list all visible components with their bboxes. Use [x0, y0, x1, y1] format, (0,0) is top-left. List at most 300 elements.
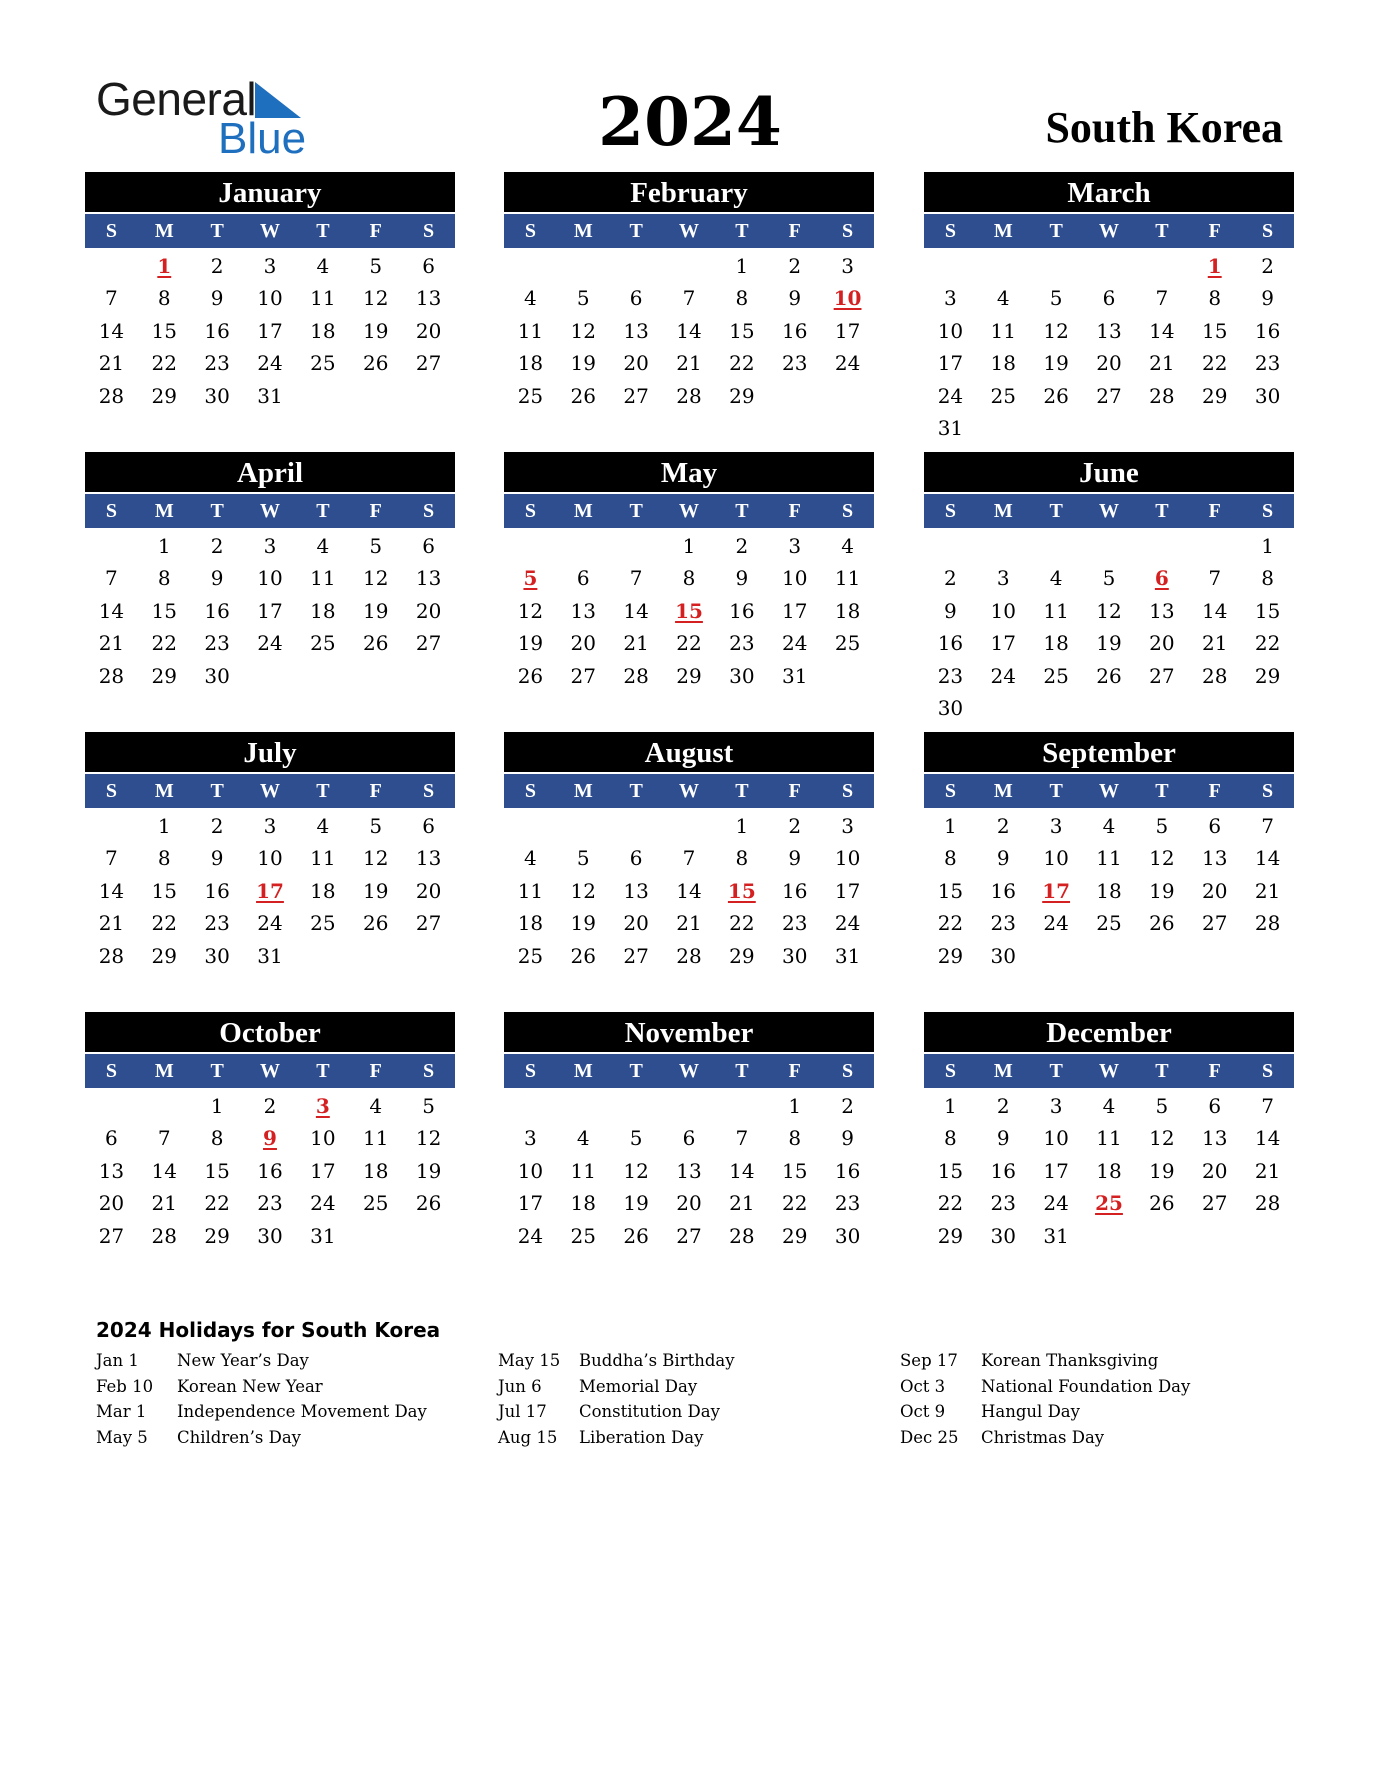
month-name: March [924, 172, 1294, 212]
weekday-label: S [1262, 780, 1274, 802]
day-cell: 23 [257, 1191, 283, 1216]
day-cell: 7 [629, 566, 643, 591]
empty-cell [85, 809, 138, 841]
day-cell: 25 [570, 1223, 596, 1248]
day-cell: 24 [1043, 911, 1069, 936]
holiday-day-cell: 1 [1207, 254, 1222, 278]
day-cell: 6 [1208, 1094, 1222, 1118]
weekday-label: S [842, 220, 854, 242]
day-cell: 22 [781, 1191, 808, 1216]
day-cell: 7 [682, 846, 696, 871]
day-cell: 1 [157, 814, 171, 838]
day-cell: 8 [788, 1126, 802, 1151]
day-cell: 7 [1261, 1094, 1274, 1118]
empty-cell [610, 529, 663, 561]
weekday-label: T [210, 1060, 224, 1082]
empty-cell [663, 809, 716, 841]
day-cell: 12 [1149, 1126, 1175, 1151]
day-cell: 29 [729, 943, 755, 968]
weekday-label: T [629, 220, 643, 242]
day-cell: 8 [157, 566, 171, 591]
day-cell: 10 [1043, 846, 1069, 871]
day-cell: 19 [362, 878, 389, 903]
day-cell: 21 [98, 631, 125, 656]
day-cell: 13 [570, 598, 596, 623]
day-cell: 10 [257, 286, 283, 311]
day-cell: 27 [623, 383, 649, 408]
weekday-label: S [944, 500, 956, 522]
holiday-row [900, 1399, 1300, 1425]
weekday-label: W [260, 780, 280, 802]
day-cell: 26 [415, 1191, 442, 1216]
weekday-label: S [842, 1060, 854, 1082]
day-cell: 16 [834, 1158, 861, 1183]
day-cell: 27 [1201, 1191, 1228, 1216]
day-cell: 5 [1102, 566, 1116, 591]
day-cell: 9 [841, 1126, 854, 1151]
day-cell: 21 [98, 911, 125, 936]
day-cell: 11 [362, 1126, 389, 1151]
day-cell: 27 [1096, 383, 1122, 408]
weekday-label: S [105, 780, 117, 802]
day-cell: 23 [204, 631, 230, 656]
month-name: February [504, 172, 874, 212]
weekday-label: W [1099, 1060, 1119, 1082]
day-cell: 15 [1254, 598, 1281, 623]
weekday-label: F [1208, 1060, 1221, 1082]
day-cell: 25 [310, 911, 336, 936]
empty-cell [1135, 529, 1188, 561]
day-cell: 1 [682, 534, 696, 558]
day-cell: 10 [517, 1158, 544, 1183]
month-name: April [85, 452, 455, 492]
weekday-label: M [993, 220, 1013, 242]
weekday-label: W [679, 780, 699, 802]
day-cell: 30 [257, 1223, 283, 1248]
day-cell: 19 [1149, 878, 1175, 903]
weekday-label: S [423, 1060, 435, 1082]
day-cell: 22 [729, 911, 755, 936]
weekday-header [924, 214, 1294, 248]
day-cell: 23 [729, 631, 755, 656]
day-cell: 23 [781, 911, 808, 936]
day-cell: 29 [1201, 383, 1228, 408]
day-cell: 28 [623, 663, 649, 688]
day-cell: 1 [788, 1094, 802, 1118]
weekday-label: T [1155, 500, 1169, 522]
day-cell: 17 [834, 878, 861, 903]
day-grid [504, 529, 874, 691]
day-cell: 17 [517, 1191, 544, 1216]
day-cell: 19 [1149, 1158, 1175, 1183]
day-grid [924, 249, 1294, 443]
day-cell: 19 [362, 318, 389, 343]
holiday-day-cell: 17 [1042, 878, 1071, 903]
day-cell: 30 [729, 663, 755, 688]
day-cell: 18 [570, 1191, 596, 1216]
day-cell: 17 [257, 318, 283, 343]
day-cell: 11 [517, 878, 544, 903]
day-cell: 22 [937, 911, 964, 936]
empty-cell [663, 249, 716, 281]
day-cell: 23 [990, 1191, 1016, 1216]
weekday-label: T [210, 500, 224, 522]
day-cell: 28 [151, 1223, 177, 1248]
day-cell: 30 [204, 663, 230, 688]
day-cell: 4 [996, 286, 1010, 311]
weekday-label: M [993, 500, 1013, 522]
holiday-day-cell: 15 [727, 878, 756, 903]
day-cell: 26 [1096, 663, 1122, 688]
day-cell: 13 [623, 878, 649, 903]
month-name: October [85, 1012, 455, 1052]
day-grid [504, 1089, 874, 1251]
holiday-name: Christmas Day [981, 1428, 1105, 1448]
day-cell: 22 [204, 1191, 230, 1216]
empty-cell [504, 529, 557, 561]
empty-cell [1188, 529, 1241, 561]
day-cell: 13 [415, 846, 442, 871]
day-cell: 14 [1254, 1126, 1281, 1151]
holiday-day-cell: 1 [157, 254, 172, 278]
weekday-label: W [260, 500, 280, 522]
holiday-date: Oct 9 [900, 1402, 946, 1422]
holiday-name: Hangul Day [981, 1402, 1080, 1422]
day-cell: 3 [1049, 1094, 1063, 1118]
day-cell: 9 [996, 1126, 1010, 1151]
weekday-label: F [788, 500, 801, 522]
weekday-label: W [260, 220, 280, 242]
day-cell: 18 [517, 911, 544, 936]
day-cell: 31 [834, 943, 861, 968]
weekday-header [504, 494, 874, 528]
holiday-name: Liberation Day [579, 1428, 704, 1448]
day-cell: 16 [204, 318, 230, 343]
day-cell: 3 [996, 566, 1010, 591]
day-cell: 7 [105, 566, 118, 591]
weekday-label: T [629, 780, 643, 802]
day-cell: 21 [1254, 878, 1281, 903]
day-cell: 16 [204, 878, 230, 903]
day-cell: 24 [990, 663, 1016, 688]
day-cell: 11 [1096, 1126, 1122, 1151]
day-cell: 31 [310, 1223, 336, 1248]
holiday-row [498, 1425, 898, 1451]
holiday-date: Dec 25 [900, 1428, 959, 1448]
day-cell: 3 [263, 814, 277, 838]
day-cell: 16 [990, 1158, 1016, 1183]
day-cell: 25 [517, 383, 544, 408]
day-cell: 18 [1043, 631, 1069, 656]
day-cell: 29 [1254, 663, 1281, 688]
day-cell: 14 [729, 1158, 755, 1183]
day-cell: 14 [98, 878, 125, 903]
weekday-label: T [1049, 500, 1063, 522]
day-cell: 11 [1096, 846, 1122, 871]
day-cell: 20 [676, 1191, 702, 1216]
day-cell: 18 [310, 878, 336, 903]
day-cell: 18 [310, 318, 336, 343]
day-cell: 12 [362, 286, 389, 311]
holiday-date: Aug 15 [498, 1428, 558, 1448]
day-cell: 19 [1096, 631, 1122, 656]
day-cell: 21 [98, 351, 125, 376]
day-cell: 16 [781, 878, 808, 903]
generalblue-logo [96, 74, 316, 164]
day-cell: 4 [369, 1094, 383, 1118]
day-cell: 20 [623, 911, 649, 936]
day-cell: 5 [576, 846, 590, 871]
holiday-row [498, 1348, 898, 1374]
weekday-label: S [524, 500, 536, 522]
day-cell: 6 [629, 286, 643, 311]
day-cell: 2 [944, 566, 957, 591]
day-cell: 24 [517, 1223, 544, 1248]
day-cell: 21 [151, 1191, 177, 1216]
day-cell: 11 [310, 566, 336, 591]
day-cell: 7 [105, 846, 118, 871]
day-cell: 15 [204, 1158, 230, 1183]
day-cell: 8 [210, 1126, 224, 1151]
day-cell: 5 [422, 1094, 435, 1118]
day-cell: 7 [105, 286, 118, 311]
day-cell: 17 [834, 318, 861, 343]
weekday-label: W [1099, 780, 1119, 802]
day-cell: 17 [990, 631, 1016, 656]
day-cell: 18 [1096, 1158, 1122, 1183]
weekday-label: S [944, 220, 956, 242]
holiday-row [96, 1399, 496, 1425]
day-cell: 28 [676, 943, 702, 968]
holiday-column [498, 1348, 898, 1451]
empty-cell [715, 1089, 768, 1121]
day-cell: 12 [362, 566, 389, 591]
day-cell: 24 [257, 631, 283, 656]
day-cell: 27 [1201, 911, 1228, 936]
day-cell: 15 [781, 1158, 808, 1183]
day-cell: 12 [1043, 318, 1069, 343]
day-cell: 9 [1261, 286, 1274, 311]
day-cell: 30 [937, 695, 964, 720]
day-cell: 30 [834, 1223, 861, 1248]
weekday-label: T [210, 220, 224, 242]
day-cell: 14 [151, 1158, 177, 1183]
day-cell: 17 [781, 598, 808, 623]
day-cell: 9 [944, 598, 957, 623]
day-cell: 25 [310, 631, 336, 656]
day-cell: 24 [834, 351, 861, 376]
month-february [504, 172, 874, 411]
day-grid [85, 249, 455, 411]
weekday-label: T [735, 1060, 749, 1082]
holiday-day-cell: 3 [315, 1094, 330, 1118]
day-cell: 26 [517, 663, 544, 688]
day-cell: 10 [257, 846, 283, 871]
day-cell: 20 [1149, 631, 1175, 656]
day-cell: 30 [781, 943, 808, 968]
day-cell: 31 [937, 415, 964, 440]
holiday-day-cell: 15 [675, 598, 703, 623]
day-cell: 29 [151, 943, 177, 968]
day-cell: 3 [944, 286, 957, 311]
day-cell: 22 [1254, 631, 1281, 656]
day-cell: 24 [257, 351, 283, 376]
weekday-header [924, 1054, 1294, 1088]
day-cell: 30 [204, 383, 230, 408]
day-cell: 28 [1254, 1191, 1281, 1216]
day-cell: 26 [362, 911, 389, 936]
day-cell: 24 [937, 383, 964, 408]
day-cell: 6 [422, 534, 435, 558]
day-cell: 2 [735, 534, 749, 558]
day-cell: 12 [517, 598, 544, 623]
day-cell: 7 [157, 1126, 171, 1151]
logo-text-general: General [96, 73, 257, 125]
day-cell: 18 [990, 351, 1016, 376]
holiday-row [498, 1374, 898, 1400]
day-cell: 19 [623, 1191, 649, 1216]
weekday-label: S [423, 500, 435, 522]
weekday-label: S [842, 780, 854, 802]
weekday-label: T [1155, 1060, 1169, 1082]
day-cell: 29 [151, 663, 177, 688]
day-cell: 26 [570, 943, 596, 968]
day-cell: 11 [1043, 598, 1069, 623]
day-cell: 28 [98, 663, 125, 688]
day-cell: 12 [1096, 598, 1122, 623]
empty-cell [924, 249, 977, 281]
day-cell: 21 [1201, 631, 1228, 656]
day-cell: 4 [524, 846, 537, 871]
weekday-header [504, 214, 874, 248]
day-cell: 5 [1155, 1094, 1169, 1118]
day-cell: 9 [788, 286, 802, 311]
holiday-date: May 15 [498, 1351, 561, 1370]
day-cell: 2 [788, 254, 802, 278]
weekday-label: S [105, 1060, 117, 1082]
day-cell: 5 [369, 814, 383, 838]
day-cell: 16 [1254, 318, 1281, 343]
day-cell: 13 [623, 318, 649, 343]
day-cell: 7 [1261, 814, 1274, 838]
day-cell: 8 [157, 286, 171, 311]
holiday-name: New Year’s Day [177, 1351, 309, 1370]
day-cell: 29 [781, 1223, 808, 1248]
weekday-label: F [788, 780, 801, 802]
day-cell: 26 [362, 351, 389, 376]
day-cell: 15 [937, 1158, 964, 1183]
day-cell: 22 [676, 631, 702, 656]
weekday-label: T [629, 1060, 643, 1082]
day-cell: 5 [1049, 286, 1063, 311]
weekday-label: S [524, 780, 536, 802]
day-cell: 5 [369, 534, 383, 558]
day-cell: 23 [204, 351, 230, 376]
day-cell: 1 [210, 1094, 224, 1118]
day-cell: 11 [517, 318, 544, 343]
day-cell: 2 [788, 814, 802, 838]
day-cell: 4 [316, 534, 330, 558]
day-cell: 13 [676, 1158, 702, 1183]
empty-cell [663, 1089, 716, 1121]
day-cell: 24 [1043, 1191, 1069, 1216]
day-cell: 2 [996, 1094, 1010, 1118]
month-july [85, 732, 455, 971]
day-cell: 12 [1149, 846, 1175, 871]
weekday-label: W [679, 1060, 699, 1082]
holiday-row [96, 1374, 496, 1400]
day-cell: 1 [157, 534, 171, 558]
empty-cell [1083, 249, 1136, 281]
weekday-label: M [154, 500, 174, 522]
weekday-label: M [154, 780, 174, 802]
day-cell: 14 [623, 598, 649, 623]
month-name: July [85, 732, 455, 772]
month-september [924, 732, 1294, 971]
holiday-date: Oct 3 [900, 1376, 946, 1396]
day-cell: 9 [735, 566, 749, 591]
day-cell: 28 [1201, 663, 1228, 688]
day-cell: 21 [729, 1191, 755, 1216]
holiday-name: National Foundation Day [981, 1376, 1191, 1396]
day-cell: 11 [310, 286, 336, 311]
weekday-label: S [1262, 220, 1274, 242]
logo-text-blue: Blue [218, 114, 307, 163]
day-cell: 27 [1149, 663, 1175, 688]
weekday-label: W [679, 220, 699, 242]
day-cell: 20 [1096, 351, 1122, 376]
day-cell: 28 [1254, 911, 1281, 936]
weekday-label: T [1049, 1060, 1063, 1082]
day-cell: 2 [1261, 254, 1274, 278]
weekday-label: M [573, 780, 593, 802]
day-cell: 25 [362, 1191, 389, 1216]
weekday-label: F [1208, 780, 1221, 802]
day-cell: 8 [735, 846, 749, 871]
empty-cell [1135, 249, 1188, 281]
day-cell: 4 [524, 286, 537, 311]
weekday-header [85, 774, 455, 808]
day-cell: 25 [990, 383, 1016, 408]
day-cell: 31 [257, 943, 283, 968]
day-cell: 7 [735, 1126, 749, 1151]
empty-cell [610, 1089, 663, 1121]
day-cell: 29 [729, 383, 755, 408]
day-cell: 15 [1201, 318, 1228, 343]
day-cell: 4 [316, 254, 330, 278]
day-cell: 10 [1043, 1126, 1069, 1151]
day-cell: 8 [1261, 566, 1274, 591]
day-grid [504, 249, 874, 411]
day-cell: 15 [151, 878, 177, 903]
weekday-header [924, 774, 1294, 808]
weekday-label: T [1155, 220, 1169, 242]
day-cell: 31 [781, 663, 808, 688]
day-cell: 16 [204, 598, 230, 623]
weekday-label: T [316, 500, 330, 522]
day-grid [924, 1089, 1294, 1251]
day-cell: 27 [415, 631, 442, 656]
day-cell: 24 [310, 1191, 336, 1216]
day-cell: 28 [1149, 383, 1175, 408]
weekday-label: T [1155, 780, 1169, 802]
day-cell: 8 [735, 286, 749, 311]
weekday-label: W [260, 1060, 280, 1082]
day-cell: 26 [362, 631, 389, 656]
day-cell: 9 [996, 846, 1010, 871]
day-cell: 29 [151, 383, 177, 408]
day-cell: 24 [781, 631, 808, 656]
